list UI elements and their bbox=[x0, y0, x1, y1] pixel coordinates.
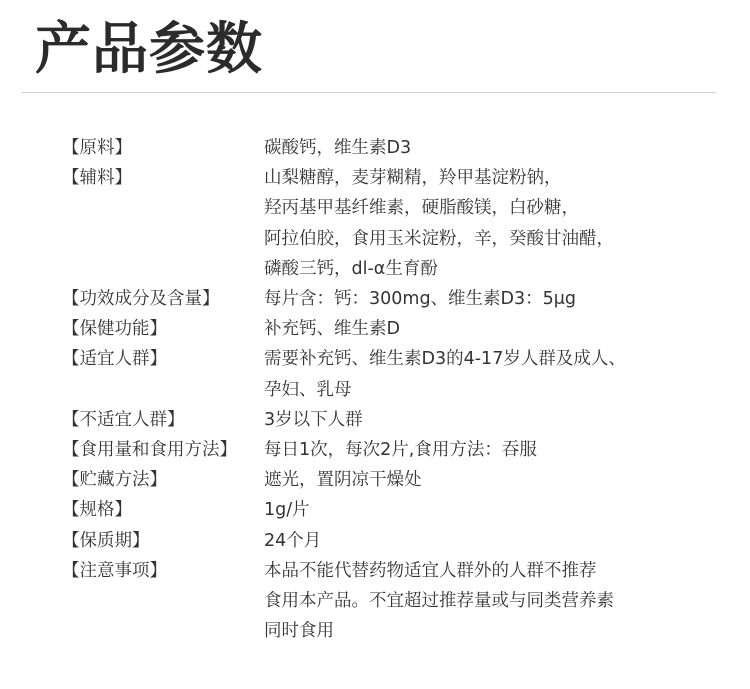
param-value bbox=[264, 344, 742, 404]
param-row bbox=[62, 495, 742, 525]
param-value-line: 每片含：钙：300mg、维生素D3：5μg bbox=[264, 289, 577, 310]
param-label: 【保健功能】 bbox=[62, 319, 167, 340]
param-label: 【规格】 bbox=[62, 500, 132, 521]
param-row bbox=[62, 163, 742, 284]
param-row bbox=[62, 526, 742, 556]
param-value bbox=[264, 133, 742, 163]
param-value bbox=[264, 314, 742, 344]
param-value-line: 食用本产品。不宜超过推荐量或与同类营养素 bbox=[264, 591, 614, 612]
param-value bbox=[264, 495, 742, 525]
param-value bbox=[264, 465, 742, 495]
param-value-line: 本品不能代替药物适宜人群外的人群不推荐 bbox=[264, 560, 597, 581]
param-value bbox=[264, 405, 742, 435]
param-value-line: 补充钙、维生素D bbox=[264, 319, 400, 340]
param-label: 【贮藏方法】 bbox=[62, 470, 167, 491]
title-divider bbox=[22, 92, 716, 93]
page-title: 产品参数 bbox=[35, 17, 263, 82]
param-value-line: 遮光，置阴凉干燥处 bbox=[264, 470, 422, 491]
param-label: 【功效成分及含量】 bbox=[62, 289, 220, 310]
param-value bbox=[264, 526, 742, 556]
param-label: 【食用量和食用方法】 bbox=[62, 440, 237, 461]
param-row bbox=[62, 465, 742, 495]
param-value-line: 山梨糖醇，麦芽糊精，羚甲基淀粉钠， bbox=[264, 168, 562, 189]
param-value-line: 碳酸钙，维生素D3 bbox=[264, 138, 412, 158]
param-row bbox=[62, 435, 742, 465]
param-value-line: 羟丙基甲基纤维素，硬脂酸镁，白砂糖， bbox=[264, 198, 579, 219]
param-row bbox=[62, 133, 742, 163]
param-value-line: 24个月 bbox=[264, 530, 322, 551]
param-label: 【保质期】 bbox=[62, 530, 150, 551]
param-label: 【适宜人群】 bbox=[62, 349, 167, 370]
param-row bbox=[62, 314, 742, 344]
param-value-line: 需要补充钙、维生素D3的4-17岁人群及成人、 bbox=[264, 349, 626, 370]
product-parameters-list bbox=[62, 133, 742, 646]
param-value-line: 同时食用 bbox=[264, 621, 334, 642]
param-label: 【辅料】 bbox=[62, 168, 132, 189]
param-value-line: 孕妇、乳母 bbox=[264, 379, 352, 400]
param-value-line: 每日1次，每次2片,食用方法：吞服 bbox=[264, 440, 537, 461]
param-value-line: 3岁以下人群 bbox=[264, 409, 363, 430]
param-value-line: 阿拉伯胶，食用玉米淀粉，辛，癸酸甘油醋， bbox=[264, 228, 614, 249]
param-row bbox=[62, 556, 742, 647]
param-row bbox=[62, 284, 742, 314]
param-label: 【不适宜人群】 bbox=[62, 409, 185, 430]
param-value-line: 1g/片 bbox=[264, 500, 310, 521]
param-value-line: 磷酸三钙，dl-α生育酚 bbox=[264, 258, 438, 279]
param-value bbox=[264, 556, 742, 647]
param-label: 【注意事项】 bbox=[62, 560, 167, 581]
param-value bbox=[264, 284, 742, 314]
param-value bbox=[264, 435, 742, 465]
param-row bbox=[62, 344, 742, 404]
param-row bbox=[62, 405, 742, 435]
param-value bbox=[264, 163, 742, 284]
param-label: 【原料】 bbox=[62, 138, 132, 158]
